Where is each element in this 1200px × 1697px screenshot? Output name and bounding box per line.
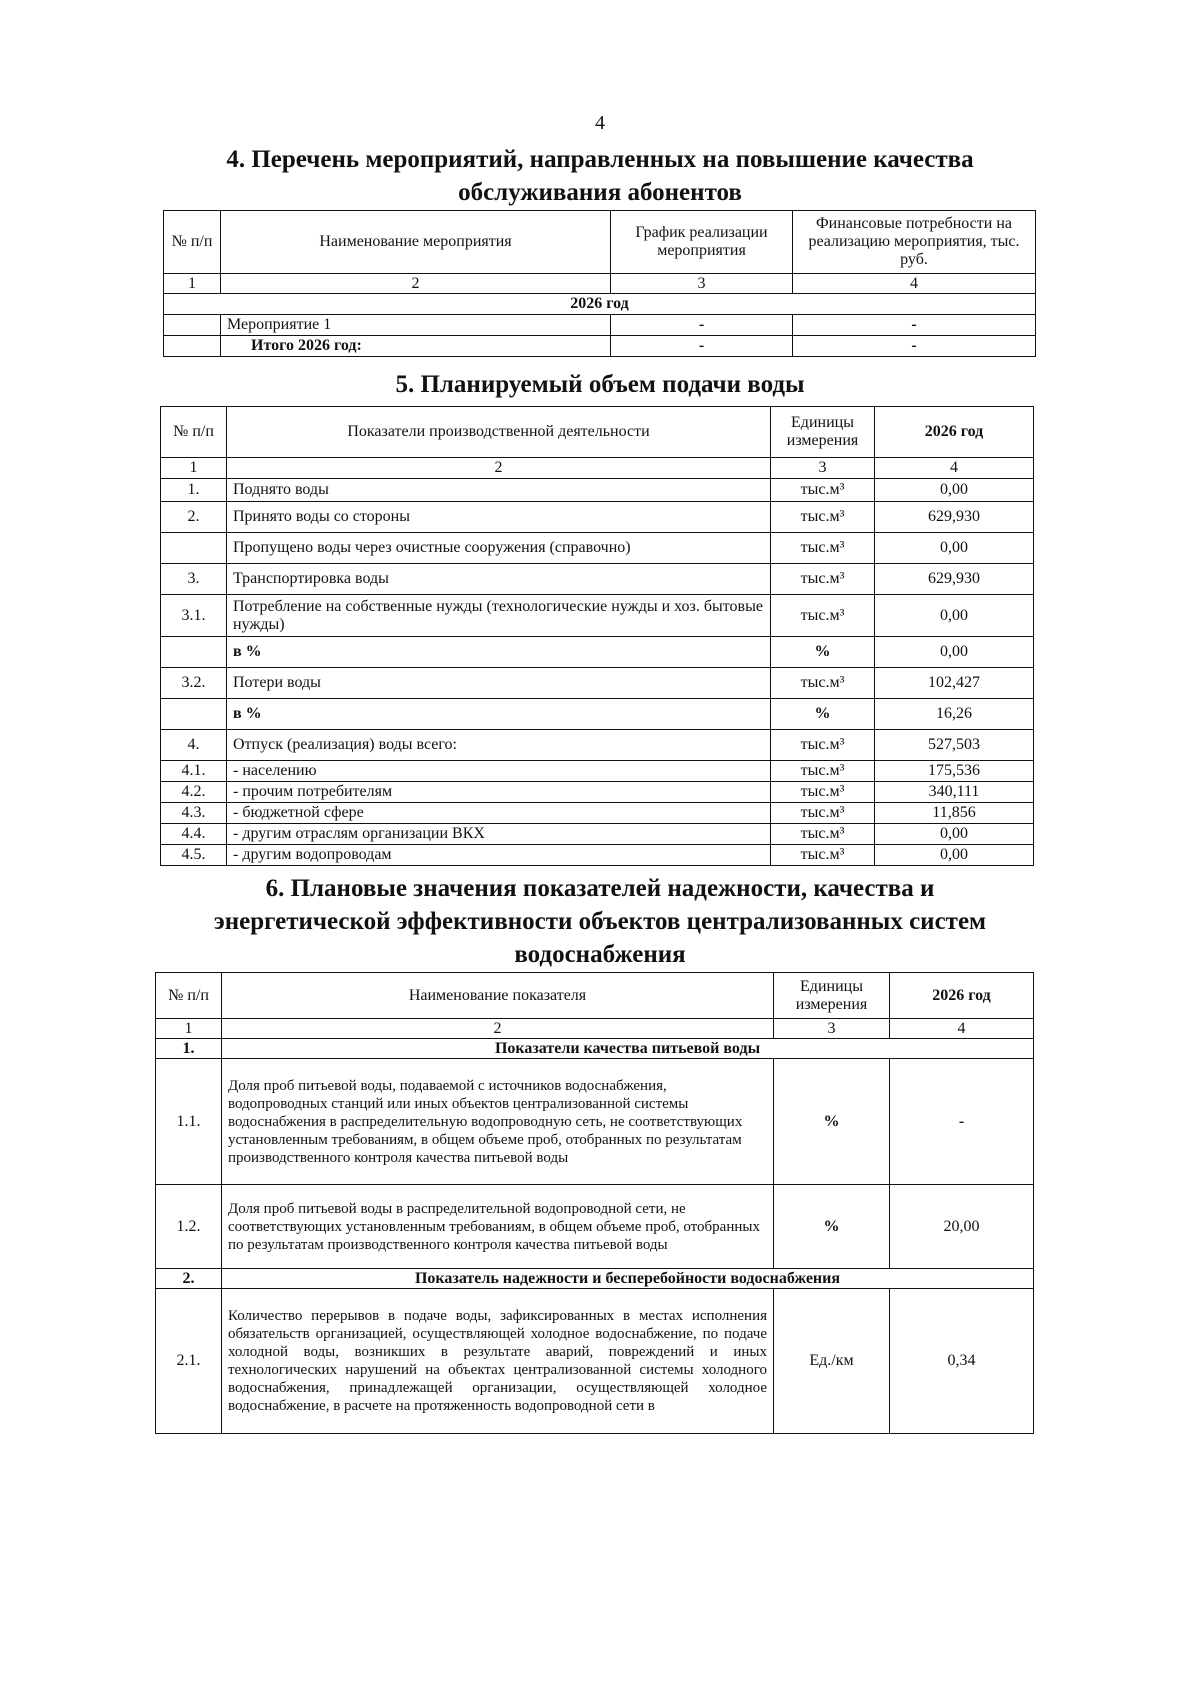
s5-row-unit: тыс.м³	[771, 761, 875, 782]
table-row	[161, 730, 1034, 761]
table-row	[161, 803, 1034, 824]
s5-row-name: - бюджетной сфере	[227, 803, 771, 824]
s4-colnum-2: 2	[221, 274, 611, 294]
s5-row-name: - прочим потребителям	[227, 782, 771, 803]
section6-title-line3: водоснабжения	[514, 941, 686, 968]
section6-table	[155, 972, 1034, 1434]
s6-row11-num: 1.1.	[156, 1059, 222, 1185]
s5-row-value: 629,930	[875, 564, 1034, 595]
s6-colnum-3: 3	[774, 1019, 890, 1039]
section4-title-line1: 4. Перечень мероприятий, направленных на повышение качества	[226, 146, 974, 173]
s5-row-unit: тыс.м³	[771, 824, 875, 845]
s5-row-unit: тыс.м³	[771, 730, 875, 761]
table-row	[161, 761, 1034, 782]
s5-row-name: - другим отраслям организации ВКХ	[227, 824, 771, 845]
s4-colnum-1: 1	[164, 274, 221, 294]
s4-total-num	[164, 336, 221, 357]
s5-row-num: 4.2.	[161, 782, 227, 803]
s5-row-value: 0,00	[875, 845, 1034, 866]
s5-row-num: 3.2.	[161, 668, 227, 699]
s6-group1-title: Показатели качества питьевой воды	[222, 1039, 1034, 1059]
s6-row21-name: Количество перерывов в подаче воды, зафиксированных в местах исполнения обязательств организацией, осуществляющей холодное водоснабжение, по подаче холодной воды, возникших в результате аварий, повреждений и иных технологических нарушений на объектах централизованной системы холодного водоснабжения, принадлежащей организации, осуществляющей холодное водоснабжение, в расчете на протяженность водопроводной сети в	[222, 1289, 774, 1434]
s5-row-value: 0,00	[875, 479, 1034, 502]
s4-event-schedule: -	[611, 315, 793, 336]
s6-header-year: 2026 год	[890, 973, 1034, 1019]
s4-year-row: 2026 год	[164, 294, 1036, 315]
s4-event-finance: -	[793, 315, 1036, 336]
s5-row-num: 1.	[161, 479, 227, 502]
s6-header-unit: Единицы измерения	[774, 973, 890, 1019]
s5-row-name: Транспортировка воды	[227, 564, 771, 595]
s6-row21-num: 2.1.	[156, 1289, 222, 1434]
s5-row-unit: тыс.м³	[771, 782, 875, 803]
s5-row-num: 3.1.	[161, 595, 227, 637]
s4-event-name: Мероприятие 1	[221, 315, 611, 336]
s4-event-num	[164, 315, 221, 336]
s6-row12-name: Доля проб питьевой воды в распределительной водопроводной сети, не соответствующих установленным требованиям, в общем объеме проб, отобранных по результатам производственного контроля качества питьевой воды	[222, 1185, 774, 1269]
s5-row-name: Пропущено воды через очистные сооружения (справочно)	[227, 533, 771, 564]
section5-title: 5. Планируемый объем подачи воды	[395, 371, 805, 398]
section6-title-line1: 6. Плановые значения показателей надежности, качества и	[265, 875, 935, 902]
s5-row-name: Отпуск (реализация) воды всего:	[227, 730, 771, 761]
s5-row-value: 527,503	[875, 730, 1034, 761]
section6-title-line2: энергетической эффективности объектов централизованных систем	[213, 908, 987, 935]
s5-row-num: 4.1.	[161, 761, 227, 782]
s5-row-value: 0,00	[875, 595, 1034, 637]
s5-row-name: в %	[227, 699, 771, 730]
s4-total-finance: -	[793, 336, 1036, 357]
section5-table	[160, 406, 1034, 866]
s5-row-name: в %	[227, 637, 771, 668]
s5-header-num: № п/п	[161, 407, 227, 458]
s5-row-unit: тыс.м³	[771, 564, 875, 595]
s6-row11-value: -	[890, 1059, 1034, 1185]
table-row	[161, 668, 1034, 699]
s6-colnum-4: 4	[890, 1019, 1034, 1039]
s5-row-num: 4.5.	[161, 845, 227, 866]
s5-row-value: 629,930	[875, 502, 1034, 533]
s5-row-value: 175,536	[875, 761, 1034, 782]
s4-colnum-4: 4	[793, 274, 1036, 294]
table-row	[161, 845, 1034, 866]
s4-header-name: Наименование мероприятия	[221, 211, 611, 274]
s5-row-value: 340,111	[875, 782, 1034, 803]
s5-row-unit: тыс.м³	[771, 803, 875, 824]
s5-row-num: 4.3.	[161, 803, 227, 824]
s6-group1-num: 1.	[156, 1039, 222, 1059]
table-row	[161, 479, 1034, 502]
table-row	[156, 1185, 1034, 1269]
s4-header-num: № п/п	[164, 211, 221, 274]
table-row	[161, 637, 1034, 668]
s5-row-num: 4.4.	[161, 824, 227, 845]
s4-header-finance: Финансовые потребности на реализацию мероприятия, тыс. руб.	[793, 211, 1036, 274]
s5-row-num: 3.	[161, 564, 227, 595]
s6-group2-title: Показатель надежности и бесперебойности водоснабжения	[222, 1269, 1034, 1289]
table-row	[156, 1059, 1034, 1185]
s5-row-value: 0,00	[875, 533, 1034, 564]
s5-row-num: 2.	[161, 502, 227, 533]
s5-row-value: 0,00	[875, 824, 1034, 845]
s4-total-label: Итого 2026 год:	[221, 336, 611, 357]
s6-group2-num: 2.	[156, 1269, 222, 1289]
s5-colnum-3: 3	[771, 458, 875, 479]
s5-row-num: 4.	[161, 730, 227, 761]
table-row	[156, 1289, 1034, 1434]
section6-title	[100, 872, 1100, 971]
s5-row-unit: %	[771, 699, 875, 730]
s5-header-year: 2026 год	[875, 407, 1034, 458]
s5-row-value: 11,856	[875, 803, 1034, 824]
s6-row12-value: 20,00	[890, 1185, 1034, 1269]
table-row	[161, 502, 1034, 533]
s4-header-schedule: График реализации мероприятия	[611, 211, 793, 274]
table-row	[161, 595, 1034, 637]
s6-colnum-2: 2	[222, 1019, 774, 1039]
s6-row11-unit: %	[774, 1059, 890, 1185]
s5-header-name: Показатели производственной деятельности	[227, 407, 771, 458]
s5-row-name: Потери воды	[227, 668, 771, 699]
s5-row-value: 102,427	[875, 668, 1034, 699]
s5-row-value: 16,26	[875, 699, 1034, 730]
table-row	[161, 824, 1034, 845]
s5-row-unit: %	[771, 637, 875, 668]
s5-header-unit: Единицы измерения	[771, 407, 875, 458]
s5-row-name: Принято воды со стороны	[227, 502, 771, 533]
s5-colnum-2: 2	[227, 458, 771, 479]
section4-title	[150, 143, 1050, 209]
table-row	[161, 782, 1034, 803]
s5-row-unit: тыс.м³	[771, 533, 875, 564]
s5-row-unit: тыс.м³	[771, 502, 875, 533]
table-row	[161, 533, 1034, 564]
s6-row11-name: Доля проб питьевой воды, подаваемой с источников водоснабжения, водопроводных станций или иных объектов централизованной системы водоснабжения в распределительную водопроводную сеть, не соответствующих установленным требованиям, в общем объеме проб, отобранных по результатам производственного контроля качества питьевой воды	[222, 1059, 774, 1185]
s5-colnum-4: 4	[875, 458, 1034, 479]
s6-row21-unit: Ед./км	[774, 1289, 890, 1434]
table-row	[161, 699, 1034, 730]
s5-row-num	[161, 533, 227, 564]
s5-row-num	[161, 699, 227, 730]
section4-table	[163, 210, 1036, 357]
s5-row-name: Потребление на собственные нужды (технологические нужды и хоз. бытовые нужды)	[227, 595, 771, 637]
section4-title-line2: обслуживания абонентов	[458, 179, 742, 206]
s5-colnum-1: 1	[161, 458, 227, 479]
s5-row-num	[161, 637, 227, 668]
s5-row-name: Поднято воды	[227, 479, 771, 502]
s5-row-value: 0,00	[875, 637, 1034, 668]
s6-header-name: Наименование показателя	[222, 973, 774, 1019]
s6-row12-unit: %	[774, 1185, 890, 1269]
s6-row12-num: 1.2.	[156, 1185, 222, 1269]
s6-colnum-1: 1	[156, 1019, 222, 1039]
table-row	[161, 564, 1034, 595]
s5-row-unit: тыс.м³	[771, 668, 875, 699]
page-number: 4	[595, 112, 605, 134]
s5-row-name: - населению	[227, 761, 771, 782]
s6-row21-value: 0,34	[890, 1289, 1034, 1434]
s4-colnum-3: 3	[611, 274, 793, 294]
s5-row-unit: тыс.м³	[771, 595, 875, 637]
s5-row-unit: тыс.м³	[771, 845, 875, 866]
s5-row-unit: тыс.м³	[771, 479, 875, 502]
s4-total-schedule: -	[611, 336, 793, 357]
s6-header-num: № п/п	[156, 973, 222, 1019]
s5-row-name: - другим водопроводам	[227, 845, 771, 866]
